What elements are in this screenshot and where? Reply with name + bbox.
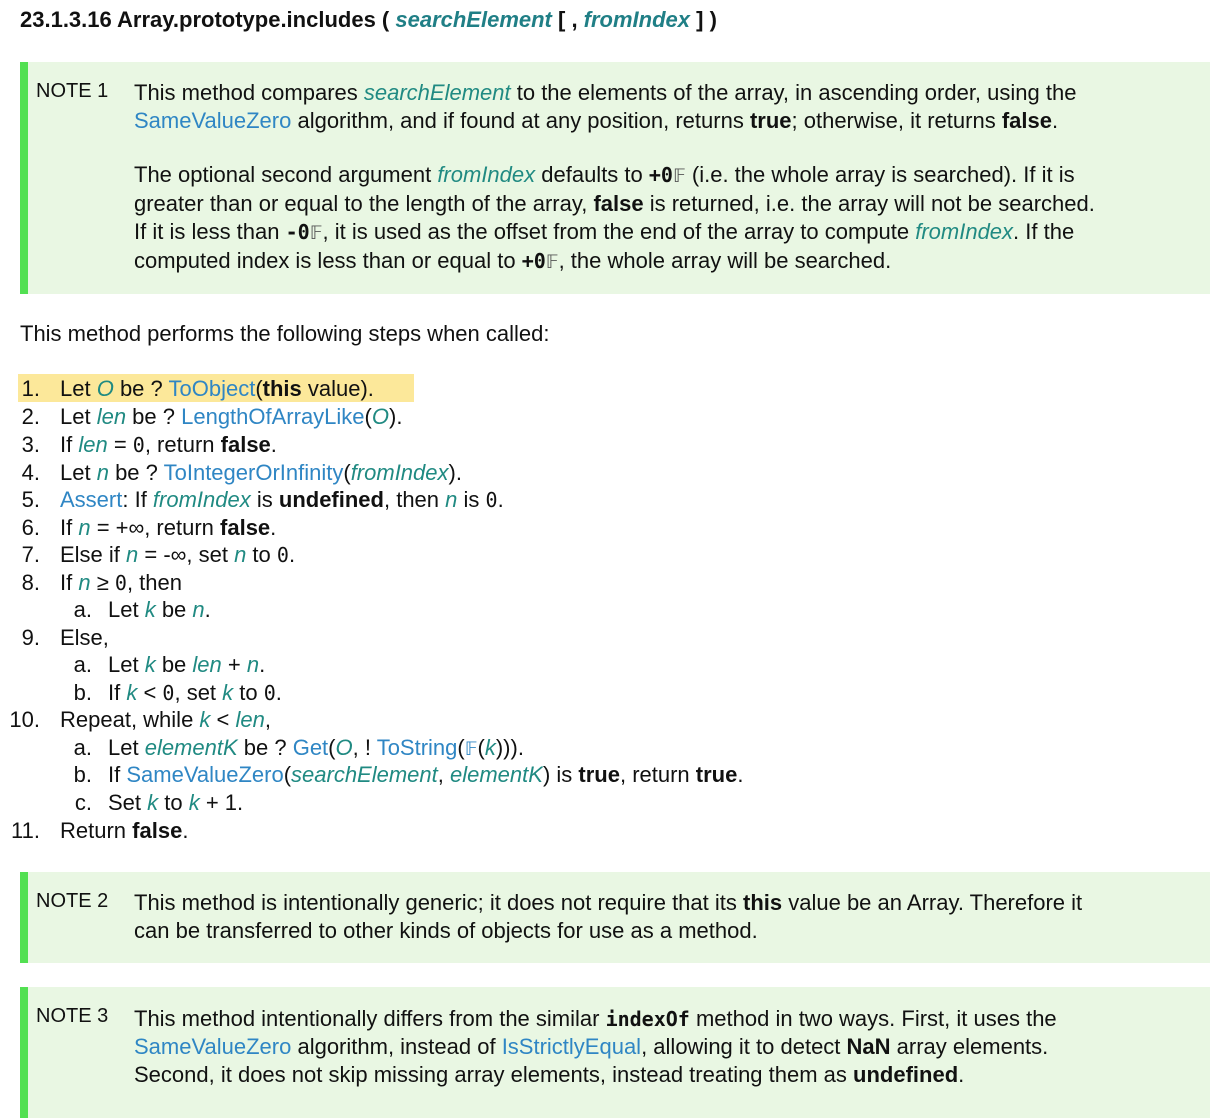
keyword-this: this bbox=[262, 376, 302, 401]
note-1 bbox=[20, 62, 1210, 294]
text: , then bbox=[383, 487, 446, 512]
text: < bbox=[210, 707, 236, 732]
step-text bbox=[60, 514, 276, 541]
text: This method compares bbox=[134, 80, 364, 105]
value-zero: 0 bbox=[485, 488, 498, 512]
text: , the whole array will be searched. bbox=[558, 248, 892, 273]
text: . bbox=[1051, 108, 1059, 133]
var-elementK[interactable]: elementK bbox=[144, 735, 238, 760]
value-false: false bbox=[220, 515, 271, 540]
text: If bbox=[60, 432, 79, 457]
text: + bbox=[221, 652, 247, 677]
var-len[interactable]: len bbox=[235, 707, 265, 732]
value-undefined: undefined bbox=[278, 487, 384, 512]
step-text bbox=[60, 706, 271, 733]
text: ( bbox=[457, 735, 465, 760]
var-k[interactable]: k bbox=[484, 735, 496, 760]
text: Set bbox=[108, 790, 148, 815]
text: to the elements of the array, in ascending order, using the bbox=[510, 80, 1077, 105]
text: ; otherwise, it returns bbox=[791, 108, 1002, 133]
step-number: b. bbox=[73, 680, 92, 705]
text: ( bbox=[283, 762, 292, 787]
text: , set bbox=[174, 680, 223, 705]
text: ( bbox=[477, 735, 485, 760]
text: If bbox=[108, 680, 127, 705]
var-O[interactable]: O bbox=[371, 404, 389, 429]
var-n[interactable]: n bbox=[126, 542, 139, 567]
text: Let bbox=[108, 652, 145, 677]
link-LengthOfArrayLike[interactable]: LengthOfArrayLike bbox=[181, 404, 365, 429]
link-Assert[interactable]: Assert bbox=[60, 487, 123, 512]
step-number: 7. bbox=[21, 542, 40, 567]
note-2-body bbox=[134, 889, 1188, 945]
double-struck-F: 𝔽 bbox=[545, 251, 559, 273]
step-text bbox=[108, 679, 282, 707]
text: algorithm, instead of bbox=[291, 1034, 502, 1059]
note-3-body bbox=[134, 1005, 1188, 1089]
text: is bbox=[457, 487, 486, 512]
note-3 bbox=[20, 987, 1210, 1118]
text: be ? bbox=[237, 735, 293, 760]
step-text bbox=[60, 569, 182, 597]
text: Else, bbox=[60, 625, 109, 650]
text: . bbox=[958, 1062, 965, 1087]
text: , bbox=[437, 762, 450, 787]
var-searchElement[interactable]: searchElement bbox=[363, 80, 511, 105]
step-text bbox=[60, 541, 295, 569]
step-number: 2. bbox=[21, 404, 40, 429]
text: defaults to bbox=[535, 162, 649, 187]
text: , return bbox=[619, 762, 696, 787]
value-zero: 0 bbox=[132, 433, 145, 457]
text: . bbox=[737, 762, 744, 787]
text: If bbox=[60, 570, 79, 595]
step-number: b. bbox=[73, 762, 92, 787]
var-k[interactable]: k bbox=[222, 680, 234, 705]
text: . bbox=[270, 515, 277, 540]
step-number: 11. bbox=[11, 818, 40, 843]
step-number: a. bbox=[73, 597, 92, 622]
double-struck-F: 𝔽 bbox=[672, 165, 686, 187]
link-ToObject[interactable]: ToObject bbox=[168, 376, 256, 401]
algorithm-intro: This method performs the following steps when called: bbox=[20, 321, 550, 346]
var-fromIndex[interactable]: fromIndex bbox=[350, 460, 449, 485]
var-fromIndex[interactable]: fromIndex bbox=[915, 219, 1014, 244]
link-ToString[interactable]: ToString bbox=[376, 735, 458, 760]
heading-bracket-open: [ , bbox=[551, 7, 584, 32]
text: to bbox=[158, 790, 189, 815]
text: This method is intentionally generic; it does not require that its bbox=[134, 890, 743, 915]
heading-bracket-close: ] ) bbox=[690, 7, 717, 32]
text: , bbox=[264, 707, 271, 732]
step-number: 3. bbox=[21, 432, 40, 457]
text: . bbox=[204, 597, 211, 622]
var-n[interactable]: n bbox=[234, 542, 247, 567]
text: , it is used as the offset from the end of the array to compute bbox=[322, 219, 916, 244]
step-number: 1. bbox=[21, 376, 40, 401]
text: value). bbox=[301, 376, 374, 401]
step-text bbox=[108, 761, 743, 788]
text: be bbox=[155, 597, 193, 622]
param-searchElement[interactable]: searchElement bbox=[395, 7, 552, 32]
text: . bbox=[497, 487, 504, 512]
text: , allowing it to detect bbox=[641, 1034, 847, 1059]
text: , ! bbox=[352, 735, 377, 760]
value-plus-zero: +0 bbox=[648, 163, 673, 187]
note-1-paragraph-2 bbox=[134, 161, 1188, 276]
step-text bbox=[60, 624, 109, 651]
var-k[interactable]: k bbox=[126, 680, 138, 705]
var-n[interactable]: n bbox=[445, 487, 458, 512]
var-k[interactable]: k bbox=[144, 652, 156, 677]
text: ( bbox=[255, 376, 263, 401]
var-len[interactable]: len bbox=[96, 404, 127, 429]
value-zero: 0 bbox=[114, 571, 127, 595]
text: . bbox=[275, 680, 282, 705]
link-SameValueZero[interactable]: SameValueZero bbox=[134, 108, 292, 133]
text: ( bbox=[364, 404, 372, 429]
text: ( bbox=[328, 735, 336, 760]
text: . bbox=[270, 432, 277, 457]
text: be ? bbox=[108, 460, 164, 485]
step-number: c. bbox=[74, 790, 92, 815]
value-undefined: undefined bbox=[853, 1062, 959, 1087]
var-fromIndex[interactable]: fromIndex bbox=[152, 487, 251, 512]
text: . If the bbox=[1013, 219, 1075, 244]
text: algorithm, and if found at any position, returns bbox=[291, 108, 750, 133]
var-n[interactable]: n bbox=[246, 652, 260, 677]
text: : If bbox=[122, 487, 153, 512]
text: be bbox=[155, 652, 193, 677]
note-1-body bbox=[134, 79, 1188, 276]
code-indexOf: indexOf bbox=[605, 1007, 690, 1031]
text: This method intentionally differs from the similar bbox=[134, 1006, 606, 1031]
step-text bbox=[60, 375, 374, 402]
text: is returned, i.e. the array will not be searched. bbox=[643, 191, 1095, 216]
value-zero: 0 bbox=[263, 681, 276, 705]
step-text bbox=[60, 486, 504, 514]
step-text bbox=[108, 734, 524, 763]
var-n[interactable]: n bbox=[78, 515, 91, 540]
var-fromIndex[interactable]: fromIndex bbox=[437, 162, 536, 187]
link-SameValueZero[interactable]: SameValueZero bbox=[134, 1034, 292, 1059]
value-false: false bbox=[132, 818, 183, 843]
text: Let bbox=[60, 404, 97, 429]
text: can be transferred to other kinds of objects for use as a method. bbox=[134, 918, 758, 943]
text: ))). bbox=[495, 735, 524, 760]
text: Let bbox=[60, 460, 97, 485]
var-k[interactable]: k bbox=[188, 790, 200, 815]
text: be ? bbox=[113, 376, 169, 401]
section-heading bbox=[20, 7, 717, 33]
var-elementK[interactable]: elementK bbox=[450, 762, 543, 787]
text: . bbox=[182, 818, 189, 843]
step-number: 9. bbox=[21, 625, 40, 650]
value-minus-zero: -0 bbox=[285, 220, 310, 244]
var-O[interactable]: O bbox=[96, 376, 114, 401]
text: Return bbox=[60, 818, 133, 843]
text: ). bbox=[389, 404, 403, 429]
value-true: true bbox=[578, 762, 620, 787]
value-plus-zero: +0 bbox=[521, 249, 546, 273]
text: to bbox=[246, 542, 277, 567]
value-zero: 0 bbox=[162, 681, 175, 705]
value-false: false bbox=[220, 432, 271, 457]
step-number: a. bbox=[73, 652, 92, 677]
text: < bbox=[137, 680, 163, 705]
text: Repeat, while bbox=[60, 707, 200, 732]
text: ≥ bbox=[90, 570, 115, 595]
value-true: true bbox=[695, 762, 738, 787]
text: If it is less than bbox=[134, 219, 286, 244]
note-1-label: NOTE 1 bbox=[36, 80, 109, 102]
text: If bbox=[60, 515, 79, 540]
text: is bbox=[250, 487, 279, 512]
value-false: false bbox=[1001, 108, 1052, 133]
step-text bbox=[108, 596, 211, 623]
text: . bbox=[259, 652, 266, 677]
step-number: 5. bbox=[21, 487, 40, 512]
var-k[interactable]: k bbox=[147, 790, 159, 815]
text: ) is bbox=[542, 762, 579, 787]
section-title: Array.prototype.includes ( bbox=[117, 7, 396, 32]
link-double-struck-F[interactable]: 𝔽 bbox=[464, 738, 478, 760]
keyword-this: this bbox=[743, 890, 783, 915]
var-len[interactable]: len bbox=[78, 432, 108, 457]
text: ( bbox=[343, 460, 351, 485]
step-text bbox=[60, 403, 402, 430]
text: = bbox=[107, 432, 133, 457]
text: = +∞, return bbox=[90, 515, 221, 540]
text: (i.e. the whole array is searched). If it is bbox=[685, 162, 1075, 187]
text: , then bbox=[126, 570, 182, 595]
step-text bbox=[60, 817, 188, 844]
text: Second, it does not skip missing array elements, instead treating them as bbox=[134, 1062, 854, 1087]
note-2 bbox=[20, 872, 1210, 963]
text: Let bbox=[108, 597, 145, 622]
var-searchElement[interactable]: searchElement bbox=[291, 762, 438, 787]
note-3-label: NOTE 3 bbox=[36, 1005, 109, 1027]
text: method in two ways. First, it uses the bbox=[689, 1006, 1057, 1031]
link-Get[interactable]: Get bbox=[292, 735, 329, 760]
text: The optional second argument bbox=[134, 162, 438, 187]
var-O[interactable]: O bbox=[335, 735, 353, 760]
link-ToIntegerOrInfinity[interactable]: ToIntegerOrInfinity bbox=[163, 460, 344, 485]
text: , return bbox=[144, 432, 221, 457]
var-n[interactable]: n bbox=[192, 597, 205, 622]
param-fromIndex[interactable]: fromIndex bbox=[583, 7, 691, 32]
text: Let bbox=[60, 376, 97, 401]
var-len[interactable]: len bbox=[192, 652, 222, 677]
text: ). bbox=[448, 460, 462, 485]
text: Let bbox=[108, 735, 145, 760]
step-text bbox=[60, 431, 277, 459]
var-k[interactable]: k bbox=[144, 597, 156, 622]
link-SameValueZero[interactable]: SameValueZero bbox=[126, 762, 284, 787]
text: greater than or equal to the length of the array, bbox=[134, 191, 594, 216]
var-n[interactable]: n bbox=[96, 460, 109, 485]
text: array elements. bbox=[890, 1034, 1049, 1059]
text: value be an Array. Therefore it bbox=[782, 890, 1083, 915]
text: If bbox=[108, 762, 127, 787]
step-number: 10. bbox=[9, 707, 40, 732]
var-n[interactable]: n bbox=[78, 570, 91, 595]
text: to bbox=[233, 680, 264, 705]
text: = -∞, set bbox=[138, 542, 235, 567]
text: computed index is less than or equal to bbox=[134, 248, 522, 273]
step-number: 6. bbox=[21, 515, 40, 540]
text: . bbox=[288, 542, 296, 567]
step-number: a. bbox=[73, 735, 92, 760]
note-1-paragraph-1 bbox=[134, 79, 1188, 135]
var-k[interactable]: k bbox=[199, 707, 211, 732]
section-number: 23.1.3.16 bbox=[20, 7, 112, 32]
step-number: 4. bbox=[21, 460, 40, 485]
step-text bbox=[108, 789, 243, 816]
value-NaN: NaN bbox=[846, 1034, 891, 1059]
text: + 1. bbox=[199, 790, 244, 815]
value-true: true bbox=[749, 108, 792, 133]
step-text bbox=[60, 459, 462, 486]
text: be ? bbox=[126, 404, 182, 429]
note-2-label: NOTE 2 bbox=[36, 890, 109, 912]
step-text bbox=[108, 651, 265, 678]
text: Else if bbox=[60, 542, 127, 567]
double-struck-F: 𝔽 bbox=[309, 222, 323, 244]
link-IsStrictlyEqual[interactable]: IsStrictlyEqual bbox=[501, 1034, 642, 1059]
value-false: false bbox=[593, 191, 644, 216]
step-number: 8. bbox=[21, 570, 40, 595]
value-zero: 0 bbox=[276, 543, 289, 567]
